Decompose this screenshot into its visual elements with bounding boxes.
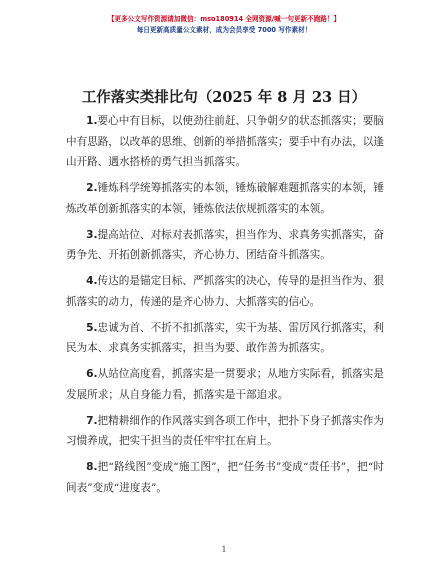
paragraph-5 [66,318,384,359]
promo-banner [0,14,448,36]
promo-banner-line-1: 【更多公文写作资源请加微信：mso180914 全网资源/喊一句更新不跑路！】 [107,15,341,23]
paragraph-text: 忠诚为首、不折不扣抓落实，实干为基、雷厉风行抓落实，利民为本、求真务实抓落实，担当为要、敢作善为抓落实。 [66,321,384,354]
document-body [66,111,384,504]
paragraph-text: 提高站位、对标对表抓落实，担当作为、求真务实抓落实，奋勇争先、开拓创新抓落实，齐心协力、团结奋斗抓落实。 [66,228,384,261]
paragraph-number: 2. [86,182,98,194]
paragraph-text: 锤炼科学统筹抓落实的本领，锤炼破解难题抓落实的本领，锤炼改革创新抓落实的本领，锤炼依法依规抓落实的本领。 [66,182,384,215]
paragraph-8 [66,457,384,498]
paragraph-text: 把精耕细作的作风落实到各项工作中，把扑下身子抓落实作为习惯养成，把实干担当的责任牢牢扛在肩上。 [66,414,384,447]
paragraph-number: 7. [86,414,98,427]
paragraph-text: 从站位高度看，抓落实是一贯要求；从地方实际看，抓落实是发展所求；从自身能力看，抓落实是干部追求。 [66,368,384,401]
paragraph-number: 5. [86,321,98,334]
paragraph-3 [66,225,384,266]
page-number: 1 [221,545,227,554]
paragraph-text: 把“路线图”变成“施工图”，把“任务书”变成“责任书”，把“时间表”变成“进度表”。 [66,461,384,494]
document-title: 工作落实类排比句（2025 年 8 月 23 日） [81,89,367,106]
paragraph-text: 要心中有目标，以使劲往前赶、只争朝夕的状态抓落实；要脑中有思路，以改革的思维、创新的举措抓落实；要手中有办法，以逢山开路、遇水搭桥的勇气担当抓落实。 [66,115,384,168]
paragraph-number: 6. [86,368,98,380]
paragraph-1 [66,111,384,173]
paragraph-4 [66,271,384,312]
paragraph-number: 4. [86,275,98,287]
paragraph-2 [66,178,384,219]
paragraph-7 [66,411,384,452]
paragraph-text: 传达的是锚定目标、严抓落实的决心，传导的是担当作为、狠抓落实的动力，传递的是齐心协力、大抓落实的信心。 [66,275,384,308]
promo-banner-line-2: 每日更新高质量公文素材，成为会员享受 7000 写作素材！ [136,26,312,34]
paragraph-6 [66,364,384,405]
paragraph-number: 3. [86,228,98,241]
paragraph-number: 1. [86,115,98,127]
paragraph-number: 8. [86,461,98,473]
